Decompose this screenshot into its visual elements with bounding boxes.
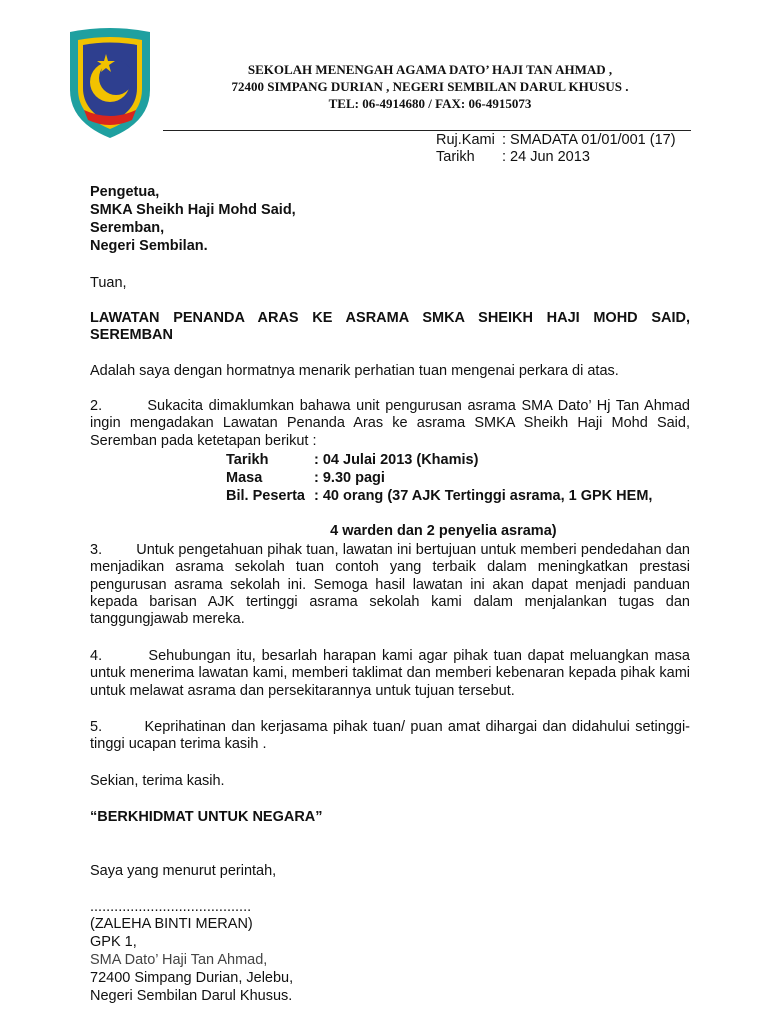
signatory-position: GPK 1, (90, 934, 137, 950)
signatory-address: 72400 Simpang Durian, Jelebu, (90, 970, 294, 986)
intro-paragraph: Adalah saya dengan hormatnya menarik perhatian tuan mengenai perkara di atas. (90, 363, 619, 379)
school-contact: TEL: 06-4914680 / FAX: 06-4915073 (328, 96, 532, 111)
recipient-line: Seremban, (90, 220, 165, 236)
detail-label: Bil. Peserta (226, 488, 305, 504)
detail-value: : 04 Julai 2013 (Khamis) (314, 452, 479, 468)
header-divider (163, 130, 691, 131)
reference-line (436, 132, 676, 149)
school-address: 72400 SIMPANG DURIAN , NEGERI SEMBILAN DARUL KHUSUS . (231, 79, 629, 94)
paragraph-3: 3. Untuk pengetahuan pihak tuan, lawatan ini bertujuan untuk memberi pendedahan dan menjadikan asrama sekolah tuan contoh yang terbaik dalam meningkatkan prestasi pengurusan asrama sekolah ini. Semoga hasil lawatan ini akan dapat menjadi panduan kepada barisan AJK tertinggi asrama sekolah kami dalam menjalankan tugas dan tanggungjawab mereka. (90, 542, 695, 628)
closing: Sekian, terima kasih. (90, 773, 225, 789)
subject-line: LAWATAN PENANDA ARAS KE ASRAMA SMKA SHEIKH HAJI MOHD SAID, SEREMBAN (90, 310, 690, 344)
ruj-label: Ruj.Kami (436, 132, 495, 148)
detail-row (226, 506, 557, 541)
ruj-value: : SMADATA 01/01/001 (17) (502, 132, 676, 148)
paragraph-5: 5. Keprihatinan dan kerjasama pihak tuan/ puan amat dihargai dan didahului setinggi-tinggi ucapan terima kasih . (90, 719, 690, 753)
recipient-line: Pengetua, (90, 184, 160, 200)
signature-dots: ........................................ (90, 899, 252, 915)
detail-value: : 40 orang (37 AJK Tertinggi asrama, 1 GPK HEM, (314, 488, 653, 504)
detail-value: 4 warden dan 2 penyelia asrama) (322, 523, 557, 540)
school-name: SEKOLAH MENENGAH AGAMA DATO’ HAJI TAN AHMAD , (247, 62, 613, 77)
salutation: Tuan, (90, 275, 127, 291)
paragraph-4: 4. Sehubungan itu, besarlah harapan kami agar pihak tuan dapat meluangkan masa untuk menerima lawatan kami, memberi taklimat dan memberi kebenaran kepada pihak kami untuk melawat asrama dan persekitarannya untuk tujuan tersebut. (90, 648, 695, 699)
detail-row (226, 452, 478, 469)
date-line (436, 149, 590, 166)
detail-label: Tarikh (226, 452, 269, 468)
signatory-address: SMA Dato’ Haji Tan Ahmad, (90, 952, 268, 968)
signatory-name: (ZALEHA BINTI MERAN) (90, 916, 253, 932)
date-value: : 24 Jun 2013 (502, 149, 590, 165)
detail-label: Masa (226, 470, 263, 486)
detail-value: : 9.30 pagi (314, 470, 385, 486)
signoff: Saya yang menurut perintah, (90, 863, 277, 879)
detail-row (226, 470, 385, 487)
detail-row (226, 488, 652, 505)
school-crest-logo (62, 26, 158, 142)
motto: “BERKHIDMAT UNTUK NEGARA” (90, 809, 323, 825)
recipient-line: SMKA Sheikh Haji Mohd Said, (90, 202, 296, 218)
paragraph-2: 2. Sukacita dimaklumkan bahawa unit pengurusan asrama SMA Dato’ Hj Tan Ahmad ingin mengadakan Lawatan Penanda Aras ke asrama SMKA Sheikh Haji Mohd Said, Seremban pada ketetapan berikut : (90, 398, 695, 449)
recipient-line: Negeri Sembilan. (90, 238, 208, 254)
date-label: Tarikh (436, 149, 475, 165)
signatory-address: Negeri Sembilan Darul Khusus. (90, 988, 293, 1004)
